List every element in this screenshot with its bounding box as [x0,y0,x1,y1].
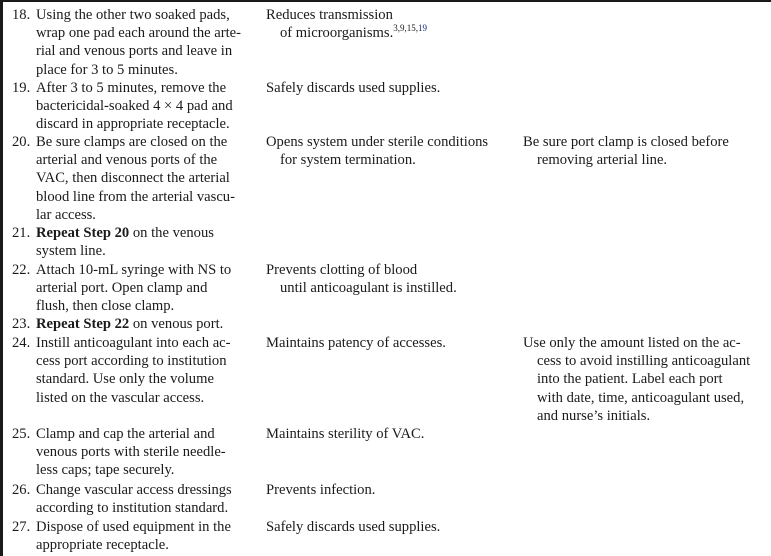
rationale-line: until anticoagulant is instilled. [280,280,457,297]
rationale-line: Prevents infection. [266,482,376,498]
step-number: 18. [12,7,31,23]
step-line: venous ports with sterile needle- [36,444,226,461]
rationale-line: Opens system under sterile conditions [266,134,489,150]
step-action [36,425,258,480]
step-number: 26. [12,482,31,498]
step-action [36,133,258,224]
step-number: 22. [12,262,31,278]
step-action [36,79,258,134]
step-line: After 3 to 5 minutes, remove the [36,80,227,96]
reference-link[interactable]: 19 [417,23,427,34]
step-rationale [266,261,516,297]
step-line: bactericidal-soaked 4 × 4 pad and [36,98,233,115]
step-line: cess port according to institution [36,353,227,370]
step-line: standard. Use only the volume [36,371,214,388]
step-number: 27. [12,519,31,535]
step-line: Instill anticoagulant into each ac- [36,335,231,351]
step-line: Using the other two soaked pads, [36,7,230,23]
note-line: cess to avoid instilling anticoagulant [537,353,751,370]
step-line: appropriate receptacle. [36,537,169,554]
note-line: removing arterial line. [537,152,668,169]
rationale-line: Maintains sterility of VAC. [266,426,425,442]
note-line: with date, time, anticoagulant used, [537,389,745,406]
reference-numbers: 3,9,15, [393,23,418,34]
rationale-line [266,24,516,42]
step-line: blood line from the arterial vascu- [36,188,235,205]
step-number: 24. [12,335,31,351]
step-line: discard in appropriate receptacle. [36,116,230,133]
step-line: VAC, then disconnect the arterial [36,170,230,187]
step-line: arterial port. Open clamp and [36,280,208,297]
step-rationale [266,334,516,352]
step-action [36,518,258,554]
step-line [36,224,258,242]
rationale-line: Reduces transmission [266,7,393,23]
step-rationale [266,518,516,536]
step-special-consideration [523,334,769,425]
step-action [36,315,258,333]
rationale-line: Prevents clotting of blood [266,262,418,278]
note-line: Use only the amount listed on the ac- [523,335,741,351]
step-number: 19. [12,80,31,96]
step-action [36,6,258,79]
step-line: rial and venous ports and leave in [36,43,233,60]
step-line: Change vascular access dressings [36,482,232,498]
step-line: Dispose of used equipment in the [36,519,231,535]
step-number: 21. [12,225,31,241]
step-line: less caps; tape securely. [36,462,175,479]
note-line: into the patient. Label each port [537,371,723,388]
step-number: 23. [12,316,31,332]
step-line: arterial and venous ports of the [36,152,218,169]
step-rationale [266,133,516,169]
step-line [36,315,258,333]
step-number: 20. [12,134,31,150]
step-line: wrap one pad each around the arte- [36,25,242,42]
rationale-line: for system termination. [280,152,416,169]
rationale-line: Safely discards used supplies. [266,80,441,96]
step-line: Be sure clamps are closed on the [36,134,228,150]
step-action [36,224,258,260]
step-special-consideration [523,133,769,169]
step-line: flush, then close clamp. [36,298,175,315]
rationale-line: Maintains patency of accesses. [266,335,446,351]
step-line: place for 3 to 5 minutes. [36,61,178,78]
step-number: 25. [12,426,31,442]
rationale-text: of microorganisms. [280,25,394,42]
rationale-line: Safely discards used supplies. [266,519,441,535]
step-bold-text: Repeat Step 20 [36,225,130,241]
step-text: on the venous [129,225,214,241]
step-line: according to institution standard. [36,500,229,517]
step-text: on venous port. [129,316,224,332]
table-left-rule [0,0,3,556]
note-line: and nurse’s initials. [537,407,651,424]
step-line: Attach 10-mL syringe with NS to [36,262,232,278]
step-bold-text: Repeat Step 22 [36,316,130,332]
step-rationale [266,481,516,499]
step-rationale [266,6,516,42]
step-line: listed on the vascular access. [36,389,205,406]
step-action [36,261,258,316]
step-action [36,481,258,517]
note-line: Be sure port clamp is closed before [523,134,729,150]
step-action [36,334,258,407]
step-rationale [266,425,516,443]
step-line: lar access. [36,206,96,223]
step-line: system line. [36,243,106,260]
step-line: Clamp and cap the arterial and [36,426,215,442]
table-top-rule [0,0,771,2]
reference-superscript [393,23,427,33]
step-rationale [266,79,516,97]
